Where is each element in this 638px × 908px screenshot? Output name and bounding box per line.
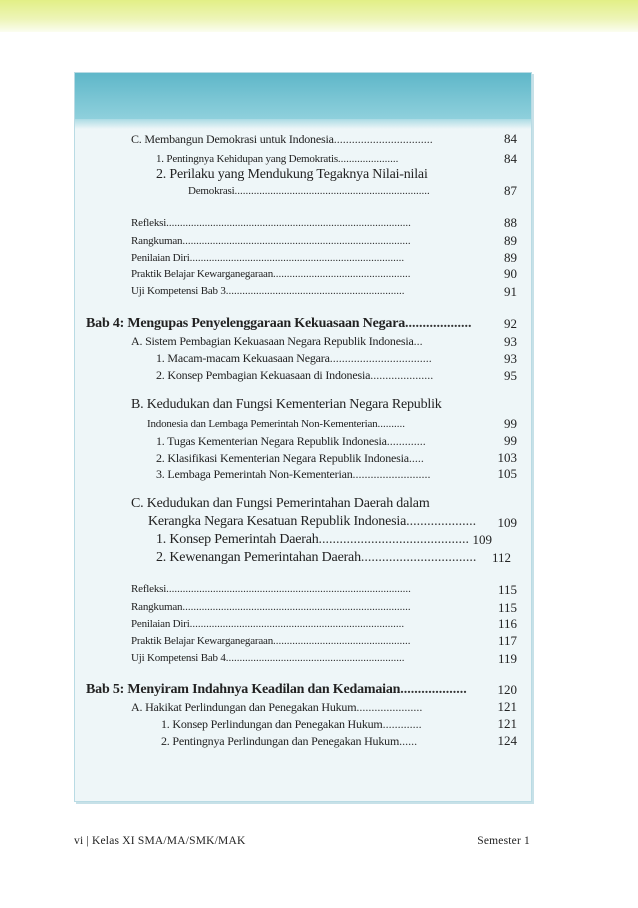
toc-entry-b-kedudukan[interactable]: B. Kedudukan dan Fungsi Kementerian Negara Republik [131,397,442,412]
toc-entry-perilaku[interactable]: 2. Perilaku yang Mendukung Tegaknya Nilai-nilai [156,167,428,182]
header-band [0,0,638,32]
page-number: 121 [497,699,517,714]
page-number: 115 [497,582,517,597]
page-number: 95 [504,368,517,383]
toc-entry-c-kedudukan[interactable]: C. Kedudukan dan Fungsi Pemerintahan Daerah dalam [131,496,430,511]
toc-entry-c-kedudukan-cont[interactable]: Kerangka Negara Kesatuan Republik Indonesia.................... [148,514,477,529]
page-number: 119 [497,651,517,666]
toc-entry-rangkuman[interactable]: Rangkuman................................................................................... [131,235,411,247]
page-number: 89 [504,233,517,248]
toc-entry-tugas-kementerian[interactable]: 1. Tugas Kementerian Negara Republik Indonesia............. [156,434,426,448]
toc-entry-refleksi[interactable]: Refleksi......................................................................................... [131,583,411,595]
toc-entry-refleksi[interactable]: Refleksi......................................................................................... [131,217,411,229]
page-number: 89 [504,250,517,265]
toc-entry-rangkuman[interactable]: Rangkuman................................................................................... [131,601,411,613]
page-number: 115 [497,600,517,615]
toc-entry-uji-kompetensi[interactable]: Uji Kompetensi Bab 4................................................................. [131,652,405,664]
toc-entry-b-kedudukan-cont[interactable]: Indonesia dan Lembaga Pemerintah Non-Kementerian.......... [147,418,405,430]
page-number: 109 [497,515,517,530]
toc-entry-a-hakikat[interactable]: A. Hakikat Perlindungan dan Penegakan Hukum...................... [131,700,423,714]
toc-entry-pentingnya-demokratis[interactable]: 1. Pentingnya Kehidupan yang Demokratis...................... [156,153,399,165]
page-number: 91 [504,284,517,299]
page-number: 84 [504,151,517,166]
toc-chapter-bab-5[interactable]: Bab 5: Menyiram Indahnya Keadilan dan Kedamaian................... [86,682,467,697]
toc-entry-a-sistem[interactable]: A. Sistem Pembagian Kekuasaan Negara Republik Indonesia... [131,334,423,348]
page-number: 88 [504,215,517,230]
page-number: 92 [504,316,517,331]
page-number: 105 [497,466,517,481]
toc-entry-macam-kekuasaan[interactable]: 1. Macam-macam Kekuasaan Negara.................................. [156,351,432,365]
toc-entry-perilaku-cont[interactable]: Demokrasi....................................................................... [188,185,430,197]
page-number: 116 [497,616,517,631]
toc-entry-penilaian-diri[interactable]: Penilaian Diri.............................................................................. [131,252,405,264]
toc-entry-uji-kompetensi[interactable]: Uji Kompetensi Bab 3................................................................. [131,285,405,297]
page-number: 84 [504,131,517,146]
toc-entry-kewenangan-pemda[interactable]: 2. Kewenangan Pemerintahan Daerah................................. [156,550,477,565]
toc-entry-konsep-perlindungan[interactable]: 1. Konsep Perlindungan dan Penegakan Hukum............. [161,717,422,731]
page-number: 120 [497,682,517,697]
toc-entry-praktik-belajar[interactable]: Praktik Belajar Kewarganegaraan.................................................. [131,268,411,280]
toc-chapter-bab-4[interactable]: Bab 4: Mengupas Penyelenggaraan Kekuasaan Negara................... [86,316,472,331]
page-number: 90 [504,266,517,281]
toc-entry-konsep-pemda[interactable]: 1. Konsep Pemerintah Daerah........................................... [156,532,470,547]
page-number: 112 [491,550,511,565]
page-number: 99 [504,433,517,448]
page-number: 121 [497,716,517,731]
page-number: 87 [504,183,517,198]
footer-book-info: vi | Kelas XI SMA/MA/SMK/MAK [74,835,246,847]
toc-entry-konsep-pembagian[interactable]: 2. Konsep Pembagian Kekuasaan di Indonesia..................... [156,368,434,382]
page-number: 109 [472,532,492,547]
toc-entry-penilaian-diri[interactable]: Penilaian Diri.............................................................................. [131,618,405,630]
page-number: 93 [504,334,517,349]
toc-entry-lembaga-non[interactable]: 3. Lembaga Pemerintah Non-Kementerian.......................... [156,467,431,481]
toc-entry-c-membangun[interactable]: C. Membangun Demokrasi untuk Indonesia................................. [131,132,433,146]
toc-entry-praktik-belajar[interactable]: Praktik Belajar Kewarganegaraan.................................................. [131,635,411,647]
page-number: 117 [497,633,517,648]
page-number: 93 [504,351,517,366]
page-number: 124 [497,733,517,748]
toc-entry-klasifikasi[interactable]: 2. Klasifikasi Kementerian Negara Republik Indonesia..... [156,451,424,465]
toc-entry-pentingnya-perlindungan[interactable]: 2. Pentingnya Perlindungan dan Penegakan Hukum...... [161,734,418,748]
page-number: 99 [504,416,517,431]
panel-header-bar [75,73,531,119]
page-number: 103 [497,450,517,465]
footer-semester: Semester 1 [477,835,530,847]
